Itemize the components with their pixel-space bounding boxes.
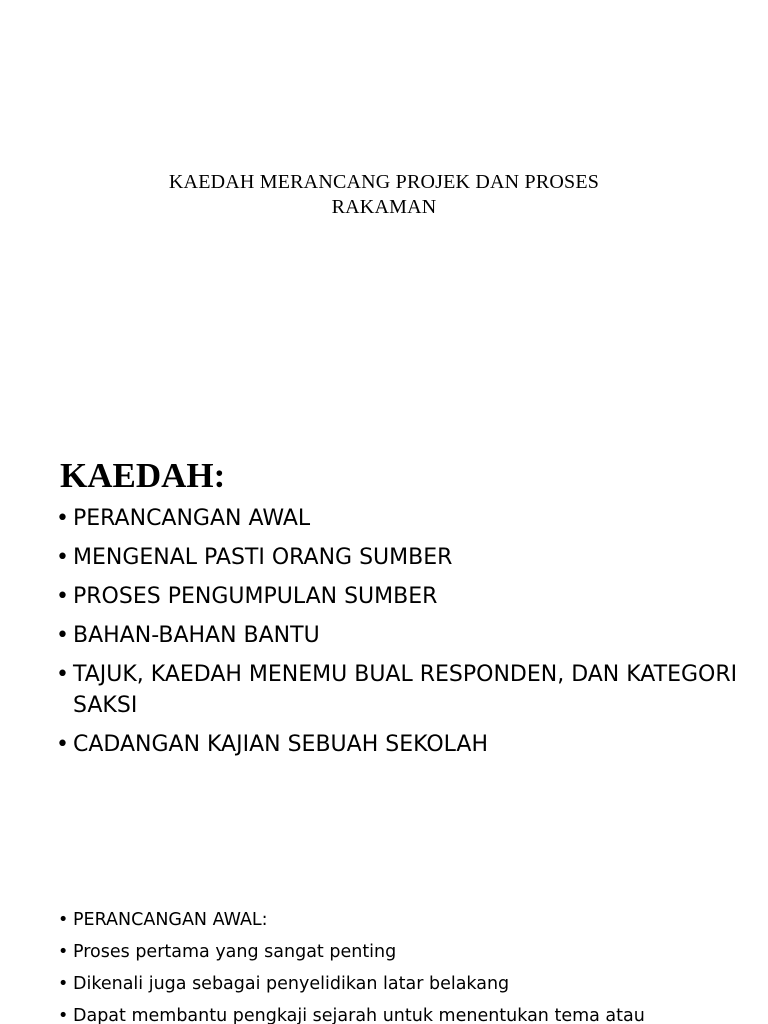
bullet-icon: •: [56, 545, 69, 570]
bullet-icon: •: [58, 942, 69, 962]
list-item: [58, 907, 758, 934]
kaedah-list: [56, 503, 746, 768]
list-item-text: Dikenali juga sebagai penyelidikan latar belakang: [73, 974, 510, 994]
list-item-text: PERANCANGAN AWAL: [73, 506, 311, 531]
list-item-text: CADANGAN KAJIAN SEBUAH SEKOLAH: [73, 732, 488, 757]
list-item-text: MENGENAL PASTI ORANG SUMBER: [73, 545, 453, 570]
title-line-2: RAKAMAN: [331, 196, 437, 218]
list-item: [58, 1003, 758, 1024]
list-item-text: PROSES PENGUMPULAN SUMBER: [73, 584, 438, 609]
slide-kaedah: [0, 430, 768, 860]
list-item: [56, 542, 746, 573]
kaedah-heading: KAEDAH:: [60, 456, 226, 495]
list-item-text: PERANCANGAN AWAL:: [73, 910, 268, 930]
slide-perancangan-awal: [0, 860, 768, 1024]
bullet-icon: •: [56, 623, 69, 648]
bullet-icon: •: [58, 910, 69, 930]
bullet-icon: •: [56, 732, 69, 757]
list-item-text: Proses pertama yang sangat penting: [73, 942, 397, 962]
list-item-text: Dapat membantu pengkaji sejarah untuk menentukan tema atau: [73, 1006, 645, 1024]
list-item: [58, 971, 758, 998]
perancangan-awal-list: [58, 907, 758, 1024]
bullet-icon: •: [58, 974, 69, 994]
list-item: [56, 659, 746, 721]
slide-title-text: [0, 170, 768, 220]
list-item: [56, 620, 746, 651]
list-item: [56, 503, 746, 534]
list-item-text: TAJUK, KAEDAH MENEMU BUAL RESPONDEN, DAN KATEGORI SAKSI: [73, 662, 738, 718]
list-item: [58, 939, 758, 966]
list-item: [56, 581, 746, 612]
bullet-icon: •: [58, 1006, 69, 1024]
slide-title: [0, 0, 768, 430]
title-line-1: KAEDAH MERANCANG PROJEK DAN PROSES: [168, 171, 600, 193]
bullet-icon: •: [56, 662, 69, 687]
list-item: [56, 729, 746, 760]
bullet-icon: •: [56, 506, 69, 531]
list-item-text: BAHAN-BAHAN BANTU: [73, 623, 320, 648]
bullet-icon: •: [56, 584, 69, 609]
